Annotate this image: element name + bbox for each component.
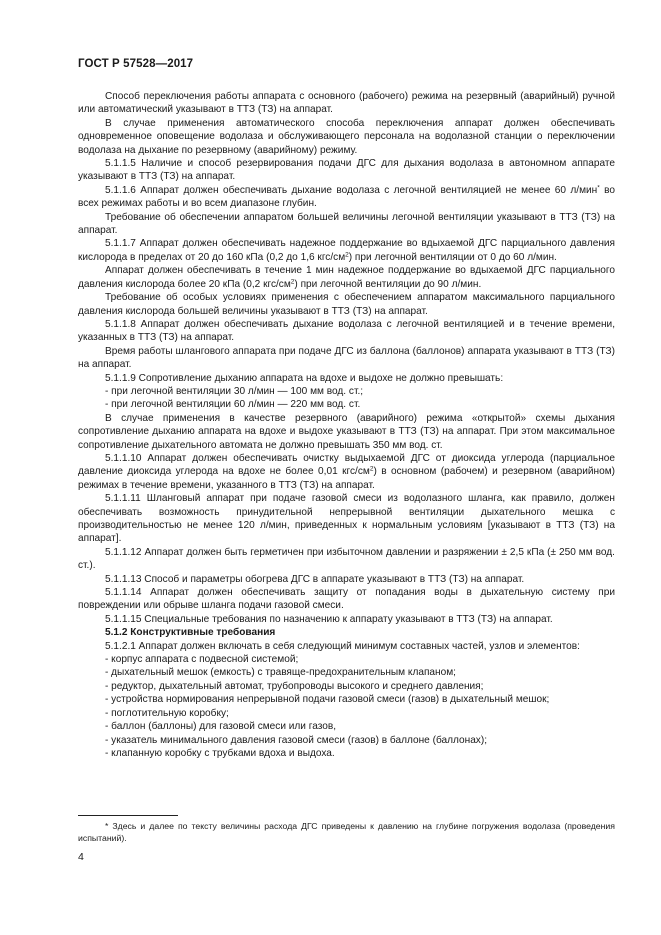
text-run: ) при легочной вентиляции до 90 л/мин. — [294, 278, 482, 290]
paragraph: 5.1.1.9 Сопротивление дыханию аппарата на вдохе и выдохе не должно превышать: — [105, 372, 504, 384]
text-run: 5.1.1.10 Аппарат должен обеспечивать очистку выдыхаемой ДГС от диоксида углерода (парциальное давление диоксида углерода на вдохе не более 0,01 кгс/см — [78, 452, 615, 478]
superscript: 2 — [345, 251, 349, 259]
paragraph: Способ переключения работы аппарата с основного (рабочего) режима на резервный (аварийный) ручной или автоматический указывают в ТТЗ (ТЗ) на аппарат. — [78, 91, 615, 116]
footnote-divider — [78, 815, 178, 816]
paragraph: 5.1.1.14 Аппарат должен обеспечивать защиту от попадания воды в дыхательную систему при повреждении или обрыве шланга подачи газовой смеси. — [78, 587, 615, 612]
list-item: - редуктор, дыхательный автомат, трубопроводы высокого и среднего давления; — [78, 680, 615, 693]
list-item: - при легочной вентиляции 60 л/мин — 220 мм вод. ст. — [78, 398, 615, 411]
section-heading: 5.1.2 Конструктивные требования — [105, 627, 276, 639]
superscript: 2 — [290, 278, 295, 286]
list-item: - корпус аппарата с подвесной системой; — [78, 653, 615, 666]
paragraph: В случае применения в качестве резервного (аварийного) режима «открытой» схемы дыхания сопротивление дыханию аппарата на вдохе и выдохе указывают в ТТЗ (ТЗ) на аппарат. При этом максимальное сопротивление дыхательного автомата не должно превышать 350 мм вод. ст. — [78, 412, 615, 451]
paragraph: 5.1.1.8 Аппарат должен обеспечивать дыхание водолаза с легочной вентиляцией и в течение времени, указанных в ТТЗ (ТЗ) на аппарат. — [78, 318, 615, 344]
text-run: ) в основном (рабочем) и резервном (аварийном) режимах в течение времени, указанного в ТТЗ (ТЗ) на аппарат. — [78, 466, 615, 491]
superscript: 2 — [369, 465, 374, 473]
paragraph: 5.1.1.11 Шланговый аппарат при подаче газовой смеси из водолазного шланга, как правило, должен обеспечивать возможность принудительной непрерывной вентиляции дыхательного мешка с производительностью не менее 120 л/мин, приведенных к нормальным условиям [указывают в ТТЗ (ТЗ) на аппарат]. — [78, 493, 615, 545]
paragraph — [78, 264, 615, 291]
text-run: Аппарат должен обеспечивать в течение 1 мин надежное поддержание во вдыхаемой ДГС парциального давления кислорода более 20 кПа (0,2 кгс/см — [78, 265, 615, 290]
list-item: - клапанную коробку с трубками вдоха и выдоха. — [78, 747, 615, 760]
footnote: * Здесь и далее по тексту величины расхода ДГС приведены к давлению на глубине погружения водолаза (проведения испытаний). — [78, 821, 615, 843]
paragraph — [78, 237, 615, 264]
text-run: во всех режимах работы и во всем диапазоне глубин. — [78, 184, 615, 210]
paragraph: В случае применения автоматического способа переключения аппарат должен обеспечивать одновременное оповещение водолаза и обслуживающего персонала на водолазной станции о переключении водолаза на дыхание по резервному (аварийному) режиму. — [78, 117, 615, 156]
document-body — [78, 90, 615, 760]
text-run: 5.1.1.7 Аппарат должен обеспечивать надежное поддержание во вдыхаемой ДГС парциального давления кислорода в пределах от 20 до 160 кПа (0,2 до 1,6 кгс/см — [78, 238, 615, 263]
list-item: - поглотительную коробку; — [78, 707, 615, 720]
list-item: - при легочной вентиляции 30 л/мин — 100 мм вод. ст.; — [78, 385, 615, 398]
footnote-marker: * — [597, 184, 600, 192]
page-number: 4 — [78, 851, 84, 863]
paragraph: 5.1.1.12 Аппарат должен быть герметичен при избыточном давлении и разряжении ± 2,5 кПа (± 250 мм вод. ст.). — [78, 546, 615, 572]
list-item: - указатель минимального давления газовой смеси (газов) в баллоне (баллонах); — [78, 734, 615, 747]
paragraph: 5.1.1.13 Способ и параметры обогрева ДГС в аппарате указывают в ТТЗ (ТЗ) на аппарат. — [105, 573, 525, 585]
paragraph: 5.1.1.5 Наличие и способ резервирования подачи ДГС для дыхания водолаза в автономном аппарате указывают в ТТЗ (ТЗ) на аппарат. — [78, 158, 615, 183]
document-header: ГОСТ Р 57528—2017 — [78, 58, 194, 70]
paragraph: 5.1.2.1 Аппарат должен включать в себя следующий минимум составных частей, узлов и элементов: — [105, 640, 580, 652]
paragraph: Требование об обеспечении аппаратом большей величины легочной вентиляции указывают в ТТЗ (ТЗ) на аппарат. — [78, 211, 615, 237]
paragraph: Время работы шлангового аппарата при подаче ДГС из баллона (баллонов) аппарата указывают в ТТЗ (ТЗ) на аппарат. — [78, 345, 615, 371]
paragraph — [78, 184, 615, 211]
paragraph: Требование об особых условиях применения с обеспечением аппаратом максимального парциального давления кислорода большей величины указывают в ТТЗ (ТЗ) на аппарат. — [78, 292, 615, 317]
list-item: - дыхательный мешок (емкость) с травяще-предохранительным клапаном; — [78, 666, 615, 679]
paragraph: 5.1.1.15 Специальные требования по назначению к аппарату указывают в ТТЗ (ТЗ) на аппарат. — [105, 613, 553, 625]
paragraph — [78, 452, 615, 492]
text-run: ) при легочной вентиляции от 0 до 60 л/мин. — [348, 251, 557, 263]
text-run: 5.1.1.6 Аппарат должен обеспечивать дыхание водолаза с легочной вентиляцией не менее 60 л/мин — [105, 184, 598, 196]
list-item: - баллон (баллоны) для газовой смеси или газов, — [78, 720, 615, 733]
list-item: - устройства нормирования непрерывной подачи газовой смеси (газов) в дыхательный мешок; — [78, 693, 615, 706]
